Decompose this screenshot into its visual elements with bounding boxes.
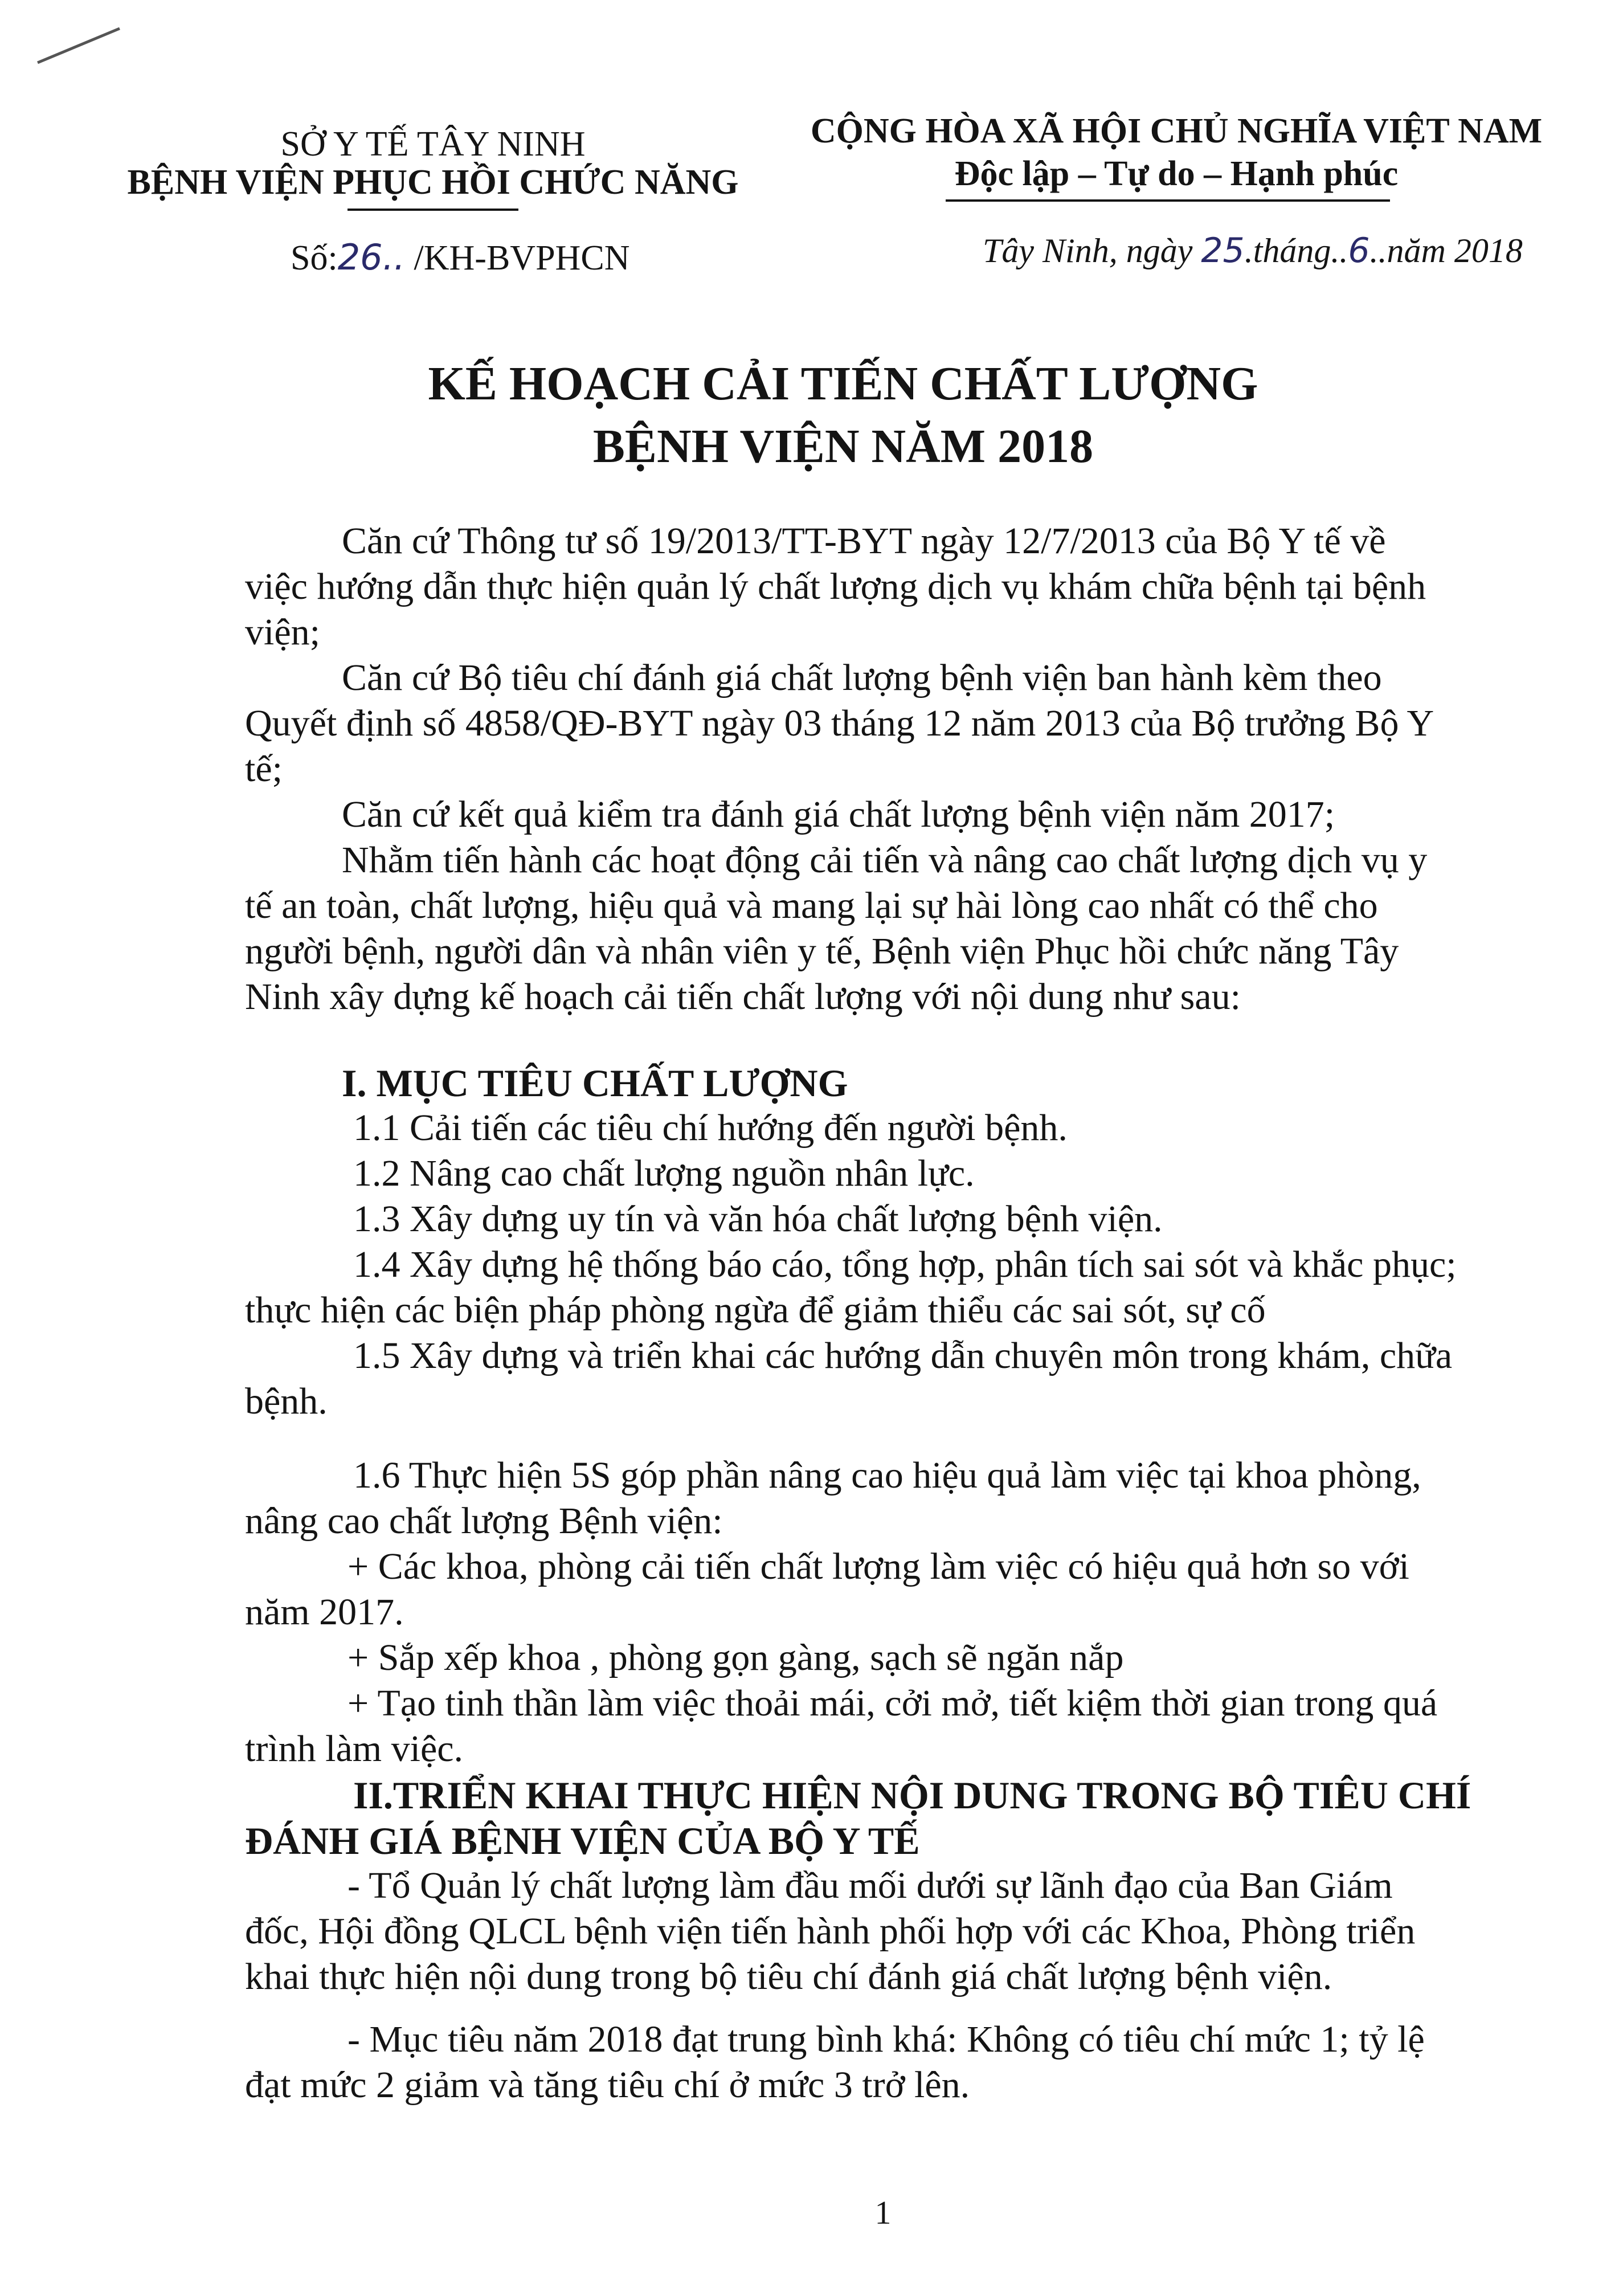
page-title-line-1: KẾ HOẠCH CẢI TIẾN CHẤT LƯỢNG	[428, 357, 1258, 410]
section-heading-2: II.TRIỂN KHAI THỰC HIỆN NỘI DUNG TRONG BỘ TIÊU CHÍ	[353, 1774, 1471, 1817]
department-name: SỞ Y TẾ TÂY NINH	[280, 125, 586, 164]
page-number: 1	[874, 2194, 892, 2231]
handwritten-month: 6	[1348, 231, 1370, 271]
hospital-name: BỆNH VIỆN PHỤC HỒI CHỨC NĂNG	[127, 163, 739, 202]
date-prefix: Tây Ninh, ngày	[983, 232, 1193, 269]
hospital-underline	[348, 209, 518, 211]
implementation-line: - Mục tiêu năm 2018 đạt trung bình khá: Không có tiêu chí mức 1; tỷ lệ	[348, 2019, 1425, 2060]
paragraph-line: đốc, Hội đồng QLCL bệnh viện tiến hành phối hợp với các Khoa, Phòng triển	[245, 1910, 1416, 1952]
basis-line: Căn cứ Bộ tiêu chí đánh giá chất lượng bệnh viện ban hành kèm theo	[342, 657, 1382, 698]
objective-item: 1.2 Nâng cao chất lượng nguồn nhân lực.	[353, 1153, 975, 1194]
scan-mark	[34, 23, 125, 68]
paragraph-line: Ninh xây dựng kế hoạch cải tiến chất lượng với nội dung như sau:	[245, 976, 1241, 1018]
bullet-item: + Tạo tinh thần làm việc thoải mái, cởi mở, tiết kiệm thời gian trong quá	[348, 1682, 1438, 1724]
number-suffix: /KH-BVPHCN	[414, 239, 630, 277]
paragraph-line: người bệnh, người dân và nhân viên y tế, Bệnh viện Phục hồi chức năng Tây	[245, 930, 1399, 972]
national-motto: Độc lập – Tự do – Hạnh phúc	[954, 154, 1399, 193]
bullet-item: + Các khoa, phòng cải tiến chất lượng làm việc có hiệu quả hơn so với	[348, 1546, 1409, 1587]
paragraph-line: nâng cao chất lượng Bệnh viện:	[245, 1500, 723, 1542]
paragraph-line: đạt mức 2 giảm và tăng tiêu chí ở mức 3 trở lên.	[245, 2064, 970, 2106]
date-suffix: ..năm 2018	[1369, 232, 1523, 269]
implementation-line: - Tổ Quản lý chất lượng làm đầu mối dưới sự lãnh đạo của Ban Giám	[348, 1865, 1393, 1906]
paragraph-line: trình làm việc.	[245, 1728, 464, 1770]
paragraph-line: tế an toàn, chất lượng, hiệu quả và mang lại sự hài lòng cao nhất có thể cho	[245, 885, 1378, 926]
motto-underline	[946, 199, 1390, 202]
date-middle: .tháng..	[1244, 232, 1348, 269]
handwritten-day: 25	[1201, 231, 1245, 271]
section-heading-2-cont: ĐÁNH GIÁ BỆNH VIỆN CỦA BỘ Y TẾ	[245, 1819, 920, 1862]
objective-item: 1.6 Thực hiện 5S góp phần nâng cao hiệu quả làm việc tại khoa phòng,	[353, 1455, 1421, 1496]
paragraph-line: viện;	[245, 611, 320, 653]
section-heading-1: I. MỤC TIÊU CHẤT LƯỢNG	[342, 1061, 848, 1105]
document-number	[291, 236, 629, 279]
paragraph-line: tế;	[245, 748, 283, 790]
purpose-line: Nhằm tiến hành các hoạt động cải tiến và nâng cao chất lượng dịch vụ y	[342, 839, 1428, 881]
number-prefix: Số:	[291, 239, 338, 277]
handwritten-number: 26..	[337, 236, 406, 278]
objective-item: 1.3 Xây dựng uy tín và văn hóa chất lượng bệnh viện.	[353, 1198, 1163, 1240]
bullet-item: + Sắp xếp khoa , phòng gọn gàng, sạch sẽ ngăn nắp	[348, 1637, 1124, 1678]
document-date	[983, 231, 1523, 271]
country-name: CỘNG HÒA XÃ HỘI CHỦ NGHĨA VIỆT NAM	[810, 112, 1543, 150]
page-title-line-2: BỆNH VIỆN NĂM 2018	[592, 420, 1094, 473]
objective-item: 1.1 Cải tiến các tiêu chí hướng đến người bệnh.	[353, 1107, 1068, 1149]
paragraph-line: khai thực hiện nội dung trong bộ tiêu chí đánh giá chất lượng bệnh viện.	[245, 1956, 1332, 1997]
objective-item: 1.5 Xây dựng và triển khai các hướng dẫn chuyên môn trong khám, chữa	[353, 1335, 1453, 1376]
paragraph-line: năm 2017.	[245, 1591, 404, 1633]
basis-line: Căn cứ kết quả kiểm tra đánh giá chất lượng bệnh viện năm 2017;	[342, 794, 1335, 835]
paragraph-line: thực hiện các biện pháp phòng ngừa để giảm thiểu các sai sót, sự cố	[245, 1289, 1266, 1331]
paragraph-line: bệnh.	[245, 1380, 328, 1422]
basis-line: Căn cứ Thông tư số 19/2013/TT-BYT ngày 12/7/2013 của Bộ Y tế về	[342, 520, 1386, 562]
paragraph-line: Quyết định số 4858/QĐ-BYT ngày 03 tháng 12 năm 2013 của Bộ trưởng Bộ Y	[245, 702, 1434, 744]
objective-item: 1.4 Xây dựng hệ thống báo cáo, tổng hợp, phân tích sai sót và khắc phục;	[353, 1244, 1457, 1285]
paragraph-line: việc hướng dẫn thực hiện quản lý chất lượng dịch vụ khám chữa bệnh tại bệnh	[245, 566, 1426, 607]
